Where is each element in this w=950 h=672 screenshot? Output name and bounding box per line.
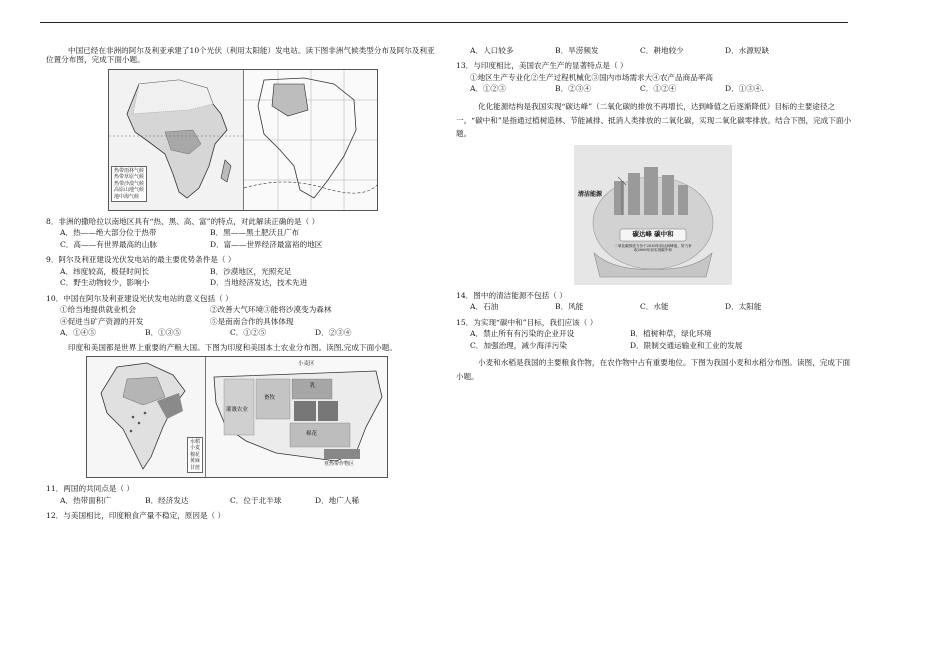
- legend-item: 甘蔗: [189, 464, 200, 471]
- legend-item: 小麦: [189, 445, 200, 452]
- q9-option-c[interactable]: C．野生动物较少，影响小: [60, 278, 150, 288]
- q10-choice-5: ⑤是南南合作的具体体现: [210, 316, 294, 326]
- q12-option-d[interactable]: D．水源短缺: [725, 46, 770, 55]
- usa-map: [206, 357, 388, 477]
- q9-option-d[interactable]: D．当地经济发达，技术先进: [210, 278, 308, 288]
- q8-options-row1: [60, 228, 436, 237]
- legend-item: 黄麻: [189, 458, 200, 465]
- q15-option-a[interactable]: A．禁止所有有污染的企业开设: [470, 329, 575, 339]
- q10-choices-row2: [60, 317, 436, 326]
- carbon-neutral-illustration: [574, 145, 732, 285]
- label-livestock: 畜牧: [264, 395, 276, 402]
- question-14: 14．图中的清洁能源不包括（ ）: [456, 290, 567, 300]
- india-usa-agriculture-map: [86, 356, 388, 478]
- label-cotton: 棉花: [306, 431, 318, 438]
- q11-option-c[interactable]: C．位于北半球: [230, 495, 282, 505]
- q15-option-d[interactable]: D．限制交通运输业和工业的发展: [630, 340, 743, 350]
- q10-choice-4: ④促进当矿产资源的开发: [60, 316, 144, 326]
- q11-option-b[interactable]: B．经济发达: [145, 495, 189, 505]
- label-clean-energy: 清洁能源: [578, 190, 603, 198]
- q9-options-row2: [60, 278, 436, 287]
- q10-option-a[interactable]: A．①④⑤: [60, 328, 96, 338]
- q10-choices-row1: [60, 305, 436, 314]
- legend-item: 热带草原气候: [114, 174, 145, 181]
- q11-option-d[interactable]: D．地广人稀: [315, 495, 360, 505]
- left-column: [46, 46, 436, 523]
- q15-options-row2: [470, 341, 856, 350]
- q8-option-a[interactable]: A．热——绝大部分位于热带: [60, 228, 157, 238]
- q10-option-c[interactable]: C．①②⑤: [230, 328, 267, 338]
- label-subtropical: 亚热带作物区: [324, 461, 355, 468]
- q14-option-b[interactable]: B．风能: [555, 302, 584, 312]
- africa-legend: [111, 166, 147, 203]
- q13-option-c[interactable]: C．①②④: [640, 84, 677, 94]
- question-8: 8．非洲的撒哈拉以南地区具有“热、黑、高、富”的特点，对此解读正确的是（ ）: [46, 216, 320, 226]
- legend-item: 热带沙漠气候: [114, 180, 145, 187]
- q15-option-b[interactable]: B．植树种草，绿化环境: [630, 329, 712, 339]
- q12-option-c[interactable]: C．耕地较少: [640, 46, 684, 55]
- q12-option-b[interactable]: B．旱涝频发: [555, 46, 599, 55]
- banner-carbon: 碳达峰 碳中和: [632, 229, 674, 238]
- q9-options-row1: [60, 267, 436, 276]
- q14-option-a[interactable]: A．石油: [470, 302, 499, 312]
- legend-item: 地中海气候: [114, 193, 140, 200]
- q14-option-d[interactable]: D．太阳能: [725, 302, 762, 312]
- legend-item: 水稻: [189, 438, 200, 445]
- question-15: 15．为实现“碳中和”目标，我们应该（ ）: [456, 317, 598, 327]
- right-column: [456, 46, 856, 388]
- q8-option-c[interactable]: C．高——有世界最高的山脉: [60, 239, 157, 249]
- intro-india-usa: 印度和美国都是世界上重要的产粮大国。下图为印度和美国本土农业分布图。读图,完成下面小题。: [68, 342, 397, 352]
- label-irrigation: 灌溉农业: [226, 407, 249, 414]
- q8-option-d[interactable]: D．富——世界经济最富裕的地区: [210, 239, 323, 249]
- q11-options: [60, 496, 436, 505]
- q10-choice-2-3: ②改善大气环境③能将沙漠变为森林: [210, 305, 332, 315]
- question-10: 10．中国在阿尔及利亚建设光伏发电站的意义包括（ ）: [46, 293, 233, 303]
- q13-option-a[interactable]: A．①②③: [470, 84, 506, 94]
- india-legend: [187, 437, 203, 474]
- india-map: [87, 357, 206, 477]
- algeria-location-map: [244, 70, 378, 210]
- q9-option-b[interactable]: B．沙漠地区，光照充足: [210, 266, 292, 276]
- legend-item: 高原山地气候: [114, 187, 145, 194]
- q14-options: [470, 302, 856, 311]
- q8-option-b[interactable]: B．黑——黑土肥沃且广布: [210, 228, 300, 238]
- question-12: 12．与美国相比，印度粮食产量不稳定，原因是（ ）: [46, 511, 226, 521]
- q9-option-a[interactable]: A．纬度较高，极昼时间长: [60, 266, 150, 276]
- q15-option-c[interactable]: C．加强治理，减少海洋污染: [470, 340, 567, 350]
- q11-option-a[interactable]: A．热带面积广: [60, 495, 112, 505]
- q14-option-c[interactable]: C．水能: [640, 302, 669, 312]
- label-dairy: 乳: [310, 383, 316, 390]
- header-rule: [40, 22, 848, 23]
- question-11: 11．两国的共同点是（ ）: [46, 484, 135, 494]
- q13-option-b[interactable]: B．②③④: [555, 84, 591, 94]
- intro-carbon: 化化能源结构是我国实现“碳达峰”（二氧化碳的排放不再增长，达到峰值之后逐渐降低）目标的主要途径之一。“碳中和”是指通过植树造林、节能减排、抵消人类排放的二氧化碳，实现二氧化碳零排放。结合下图，完成下面小题。: [456, 101, 852, 139]
- africa-climate-map: [108, 69, 378, 211]
- q15-options-row1: [470, 329, 856, 338]
- q10-option-d[interactable]: D．②③④: [315, 328, 352, 338]
- q10-option-b[interactable]: B．①③⑤: [145, 328, 181, 338]
- legend-item: 热带雨林气候: [114, 167, 145, 174]
- africa-map: [109, 70, 244, 210]
- question-9: 9．阿尔及利亚建设光伏发电站的最主要优势条件是（ ）: [46, 255, 236, 265]
- q12-option-a[interactable]: A．人口较多: [470, 46, 514, 55]
- intro-wheat-rice: 小麦和水稻是我国的主要粮食作物，在农作物中占有重要地位。下图为我国小麦和水稻分布图。读图，完成下面小题。: [456, 358, 851, 381]
- q13-options: [470, 84, 856, 93]
- q12-options: [470, 46, 856, 55]
- intro-africa: 中国已经在非洲的阿尔及利亚承建了10个光伏（利用太阳能）发电站。读下图非洲气候类型分布及阿尔及利亚位置分布图，完成下面小题。: [46, 46, 435, 65]
- banner-subtitle: 二氧化碳排放力争于2030年前达到峰值，努力争取2060年前实现碳中和: [614, 243, 692, 253]
- q10-options: [60, 328, 436, 337]
- q13-option-d[interactable]: D．①③④.: [725, 84, 764, 94]
- legend-item: 棉花: [189, 451, 200, 458]
- label-wheat-zone: 小麦区: [298, 361, 315, 368]
- q13-choices: ①地区生产专业化②生产过程机械化③国内市场需求大④农产品商品率高: [470, 72, 713, 82]
- q10-choice-1: ①给当地提供就业机会: [60, 305, 136, 315]
- q8-options-row2: [60, 240, 436, 249]
- question-13: 13．与印度相比，美国农产生产的显著特点是（ ）: [456, 61, 628, 71]
